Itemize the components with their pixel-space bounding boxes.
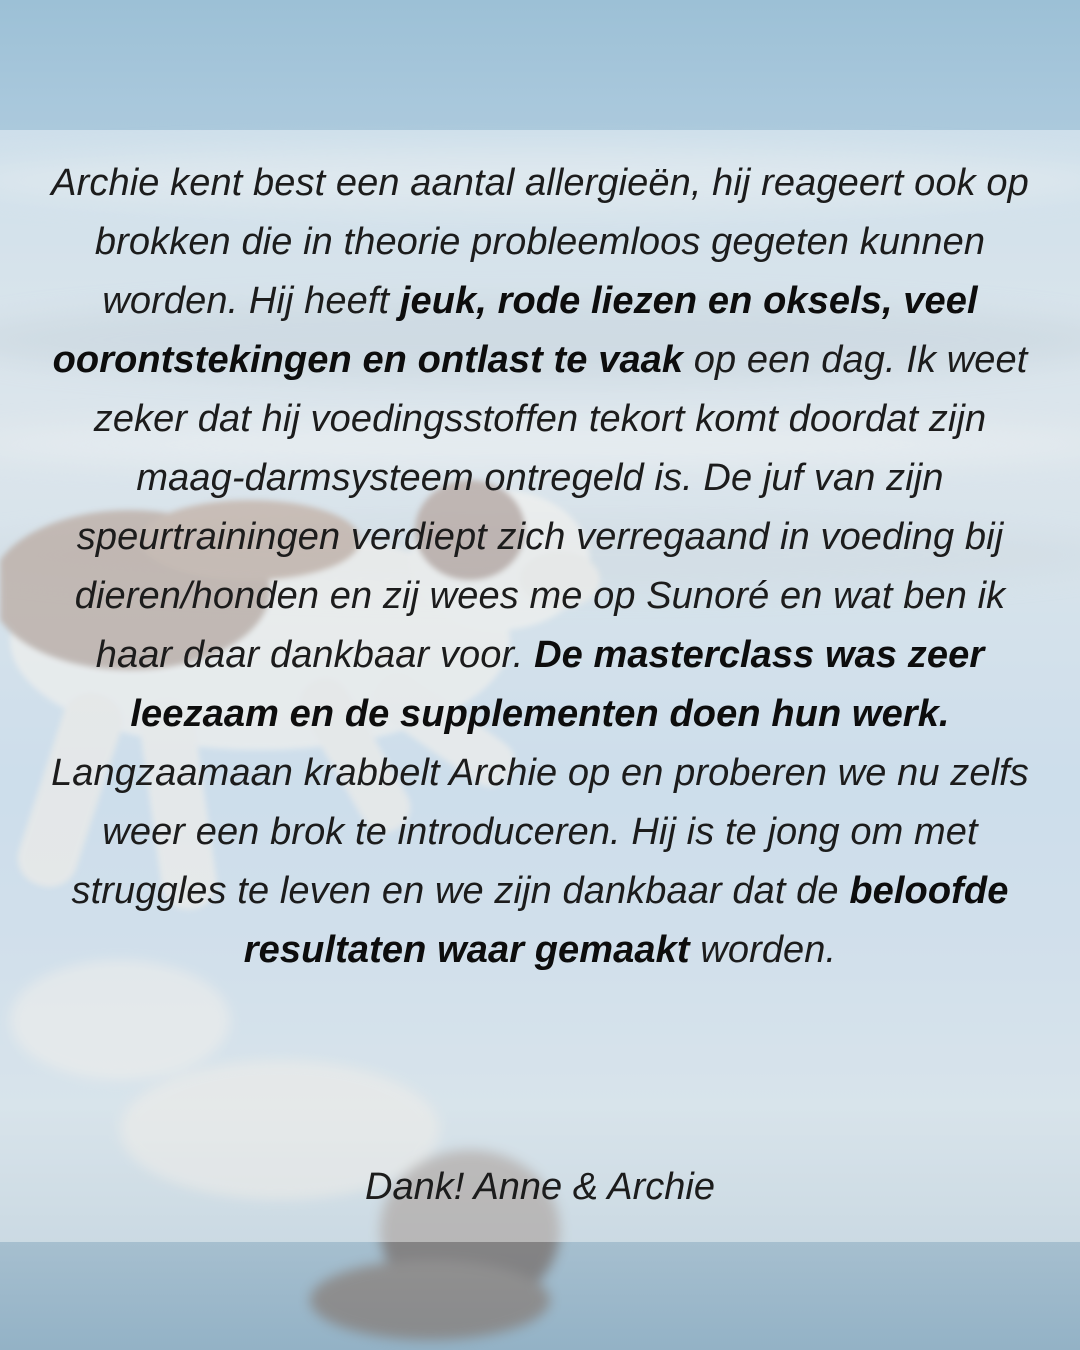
testimonial-highlight: De masterclass was zeer leezaam en de supplementen doen hun werk. [130,634,985,735]
testimonial-segment: Archie kent best een aantal allergieën, hij reageert ook op brokken die in theorie probleemloos gegeten kunnen worden. Hij heeft [51,162,1029,322]
testimonial-segment: op een dag. Ik weet zeker dat hij voedingsstoffen tekort komt doordat zijn maag-darmsysteem ontregeld is. De juf van zijn speurtrainingen verdiept zich verregaand in voeding bij dieren/honden en zij wees me op Sunoré en wat ben ik haar daar dankbaar voor. [74,339,1028,676]
signature: Dank! Anne & Archie [365,1166,715,1208]
testimonial-segment: Langzaamaan krabbelt Archie op en proberen we nu zelfs weer een brok te introduceren. Hij is te jong om met struggles te leven en we zijn dankbaar dat de [51,752,1029,912]
testimonial-segment: worden. [689,929,837,971]
testimonial-text [40,154,1040,980]
testimonial-highlight: jeuk, rode liezen en oksels, veel oorontstekingen en ontlast te vaak [52,280,978,381]
testimonial-highlight: beloofde resultaten waar gemaakt [243,870,1009,971]
